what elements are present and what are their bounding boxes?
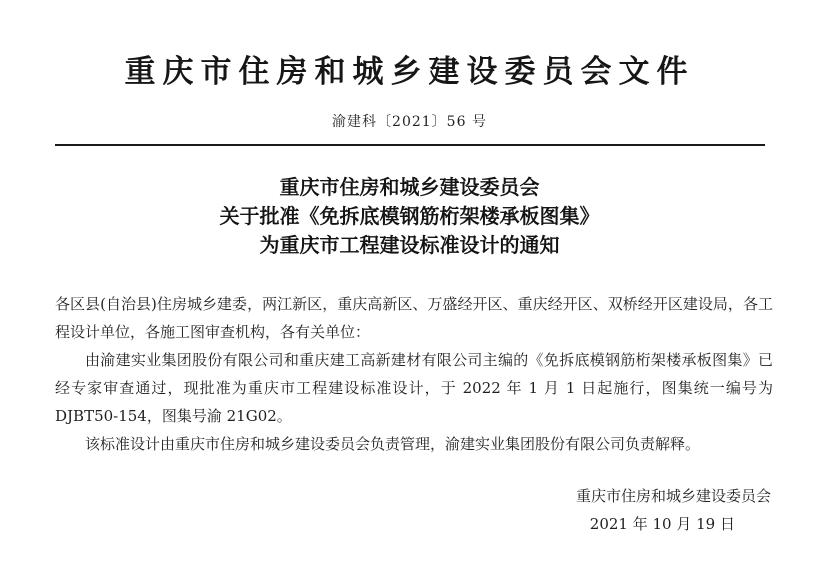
document-number: 渝建科〔2021〕56 号 xyxy=(332,114,487,130)
signature-block xyxy=(451,482,771,538)
approval-paragraph: 由渝建实业集团股份有限公司和重庆建工高新建材有限公司主编的《免拆底模钢筋桁架楼承板图集》已经专家审查通过，现批准为重庆市工程建设标准设计，于 2022 年 1 月 1 日起施行，图集统一编号为 DJBT50-154，图集号渝 21G02。 xyxy=(55,351,773,425)
notice-title-line-2: 关于批准《免拆底模钢筋桁架楼承板图集》 xyxy=(219,204,600,228)
notice-title-line-1: 重庆市住房和城乡建设委员会 xyxy=(279,175,540,199)
addressees-paragraph: 各区县(自治县)住房城乡建委，两江新区，重庆高新区、万盛经开区、重庆经开区、双桥经开区建设局，各工程设计单位，各施工图审查机构，各有关单位： xyxy=(55,295,773,341)
document-header-title: 重庆市住房和城乡建设委员会文件 xyxy=(124,54,695,90)
issuer-name: 重庆市住房和城乡建设委员会 xyxy=(575,487,771,505)
issue-date: 2021 年 10 月 19 日 xyxy=(589,515,735,533)
notice-title xyxy=(0,173,819,260)
notice-title-line-3: 为重庆市工程建设标准设计的通知 xyxy=(259,233,560,257)
notice-body xyxy=(55,290,773,458)
header-divider xyxy=(55,144,765,146)
management-paragraph: 该标准设计由重庆市住房和城乡建设委员会负责管理，渝建实业集团股份有限公司负责解释。 xyxy=(85,435,701,453)
